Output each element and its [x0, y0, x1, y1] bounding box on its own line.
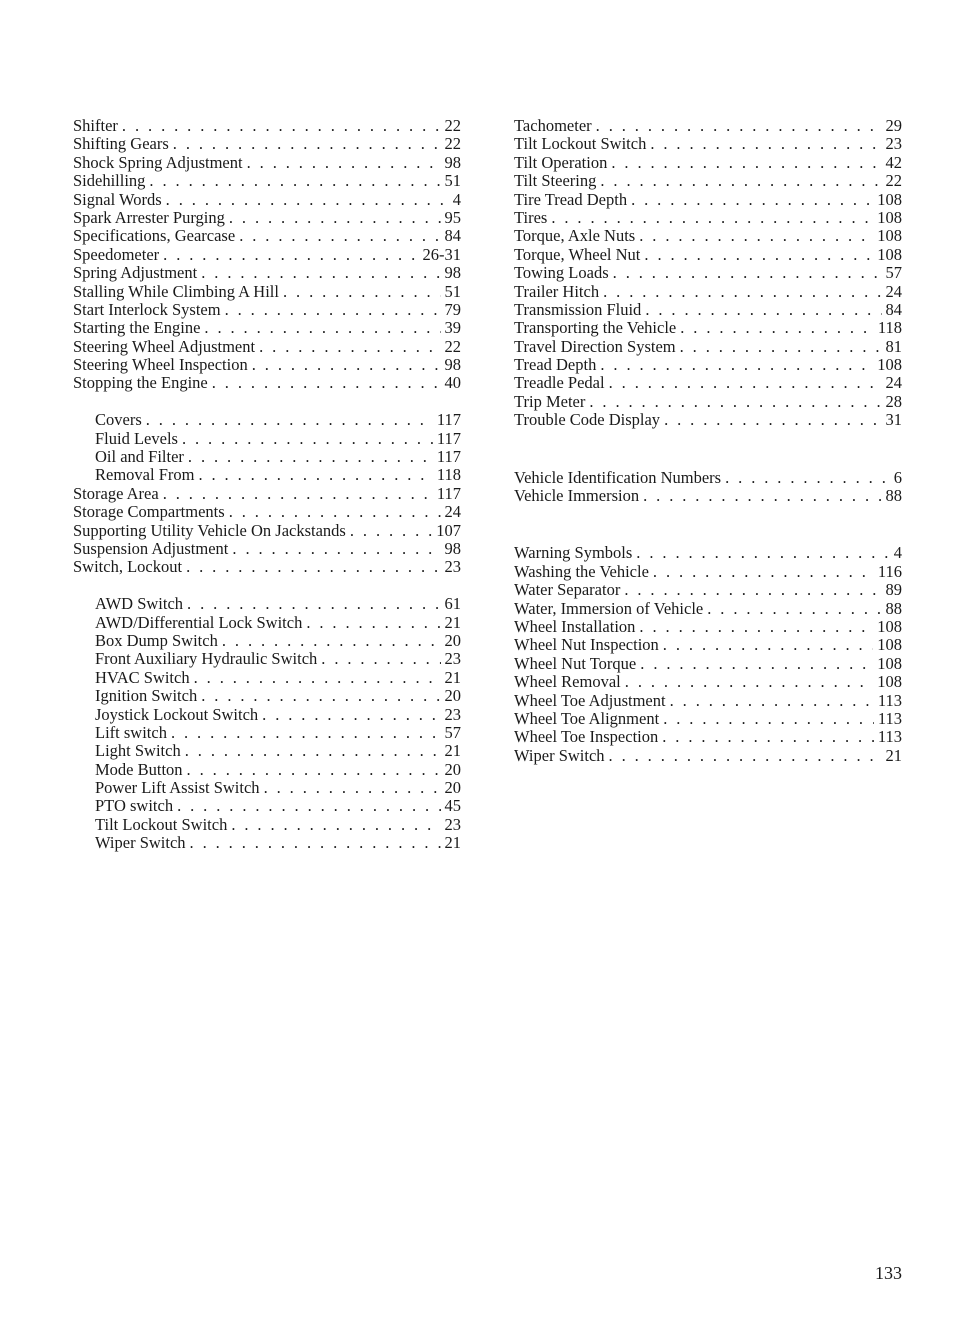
- index-entry-page: 88: [885, 598, 902, 618]
- leader-dots: [204, 319, 440, 337]
- index-entry: [514, 636, 902, 654]
- index-entry-label: Wheel Installation: [514, 616, 636, 636]
- index-entry-page: 113: [877, 690, 902, 710]
- index-entry-page: 4: [452, 189, 461, 209]
- index-entry-page: 6: [893, 467, 902, 487]
- index-entry-label: Ignition Switch: [95, 686, 198, 706]
- index-entry-label: Start Interlock System: [73, 299, 221, 319]
- index-entry-page: 108: [877, 653, 902, 673]
- index-entry: [514, 655, 902, 673]
- leader-dots: [680, 319, 874, 337]
- leader-dots: [239, 227, 440, 245]
- index-entry-label: Wheel Toe Alignment: [514, 708, 660, 728]
- index-entry-page: 98: [444, 538, 461, 558]
- index-subentry: [73, 632, 461, 650]
- index-entry-label: Spring Adjustment: [73, 263, 198, 283]
- index-entry-label: Suspension Adjustment: [73, 538, 229, 558]
- index-entry: [73, 540, 461, 558]
- leader-dots: [146, 411, 433, 429]
- index-entry-page: 21: [444, 833, 461, 853]
- index-entry-page: 4: [893, 543, 902, 563]
- leader-dots: [149, 172, 440, 190]
- index-entry-page: 45: [444, 796, 461, 816]
- index-subentry: [73, 779, 461, 797]
- leader-dots: [662, 728, 874, 746]
- index-entry-page: 20: [444, 778, 461, 798]
- index-subentry: [73, 595, 461, 613]
- leader-dots: [663, 710, 874, 728]
- index-entry-page: 28: [885, 391, 902, 411]
- index-entry: [73, 338, 461, 356]
- leader-dots: [247, 154, 441, 172]
- index-entry-label: Stopping the Engine: [73, 373, 208, 393]
- index-entry-label: Power Lift Assist Switch: [95, 778, 260, 798]
- index-column-right: [514, 117, 902, 765]
- index-entry-label: Signal Words: [73, 189, 162, 209]
- index-entry: [514, 600, 902, 618]
- index-entry-page: 98: [444, 355, 461, 375]
- index-entry-label: Oil and Filter: [95, 447, 184, 467]
- leader-dots: [609, 747, 882, 765]
- index-entry-page: 57: [444, 722, 461, 742]
- index-entry-page: 118: [877, 318, 902, 338]
- index-entry-page: 23: [444, 814, 461, 834]
- index-entry: [73, 319, 461, 337]
- index-entry-page: 84: [444, 226, 461, 246]
- leader-dots: [611, 154, 881, 172]
- index-entry-page: 22: [885, 171, 902, 191]
- leader-dots: [613, 264, 882, 282]
- index-entry-page: 89: [885, 580, 902, 600]
- index-gap: [514, 430, 902, 469]
- index-entry-page: 117: [436, 428, 461, 448]
- index-entry-label: Switch, Lockout: [73, 557, 183, 577]
- leader-dots: [264, 779, 441, 797]
- index-entry-page: 24: [885, 373, 902, 393]
- index-entry-label: Fluid Levels: [95, 428, 178, 448]
- index-entry-label: Wiper Switch: [514, 745, 605, 765]
- index-entry-label: Storage Area: [73, 483, 159, 503]
- leader-dots: [643, 487, 881, 505]
- index-entry-page: 31: [885, 410, 902, 430]
- leader-dots: [231, 816, 440, 834]
- leader-dots: [624, 581, 881, 599]
- index-entry: [73, 154, 461, 172]
- index-entry-label: Water, Immersion of Vehicle: [514, 598, 704, 618]
- index-entry: [514, 487, 902, 505]
- index-entry-page: 108: [877, 355, 902, 375]
- index-subentry: [73, 466, 461, 484]
- leader-dots: [188, 448, 433, 466]
- index-subentry: [73, 742, 461, 760]
- index-entry-page: 21: [444, 667, 461, 687]
- leader-dots: [201, 264, 440, 282]
- index-entry-page: 39: [444, 318, 461, 338]
- index-entry-label: Tilt Lockout Switch: [95, 814, 228, 834]
- index-subentry: [73, 687, 461, 705]
- index-entry-label: Supporting Utility Vehicle On Jackstands: [73, 520, 346, 540]
- index-gap: [514, 505, 902, 544]
- index-entry-page: 117: [436, 410, 461, 430]
- index-entry-label: Tread Depth: [514, 355, 597, 375]
- index-entry-label: Wheel Nut Torque: [514, 653, 637, 673]
- index-subentry: [73, 724, 461, 742]
- leader-dots: [252, 356, 441, 374]
- index-entry-label: Trip Meter: [514, 391, 586, 411]
- index-entry-page: 108: [877, 244, 902, 264]
- leader-dots: [171, 724, 441, 742]
- index-entry-page: 107: [436, 520, 461, 540]
- index-entry: [73, 522, 461, 540]
- index-gap: [73, 393, 461, 411]
- index-entry-label: Vehicle Immersion: [514, 486, 640, 506]
- index-entry: [514, 563, 902, 581]
- index-entry-label: Speedometer: [73, 244, 160, 264]
- leader-dots: [650, 135, 881, 153]
- index-entry: [514, 469, 902, 487]
- index-entry-label: Wheel Toe Adjustment: [514, 690, 666, 710]
- index-entry: [73, 117, 461, 135]
- index-entry: [73, 227, 461, 245]
- index-entry: [514, 301, 902, 319]
- index-entry: [514, 227, 902, 245]
- leader-dots: [670, 692, 874, 710]
- index-column-left: [73, 117, 461, 853]
- index-entry-label: Warning Symbols: [514, 543, 633, 563]
- index-entry-page: 88: [885, 486, 902, 506]
- index-entry: [73, 356, 461, 374]
- leader-dots: [190, 834, 441, 852]
- index-entry-label: Wheel Toe Inspection: [514, 727, 659, 747]
- index-entry-label: Wheel Removal: [514, 672, 621, 692]
- index-entry-label: Shifting Gears: [73, 134, 169, 154]
- index-entry-page: 23: [885, 134, 902, 154]
- leader-dots: [645, 301, 881, 319]
- index-entry: [514, 411, 902, 429]
- index-entry-page: 21: [444, 741, 461, 761]
- index-subentry: [73, 650, 461, 668]
- index-subentry: [73, 669, 461, 687]
- leader-dots: [725, 469, 890, 487]
- index-entry-label: Steering Wheel Inspection: [73, 355, 248, 375]
- index-entry-label: Covers: [95, 410, 142, 430]
- index-entry-page: 57: [885, 263, 902, 283]
- index-subentry: [73, 430, 461, 448]
- index-entry-label: Travel Direction System: [514, 336, 676, 356]
- index-entry-label: Removal From: [95, 465, 195, 485]
- index-entry-page: 22: [444, 336, 461, 356]
- index-entry: [514, 544, 902, 562]
- index-entry-page: 117: [436, 483, 461, 503]
- leader-dots: [306, 614, 440, 632]
- index-subentry: [73, 816, 461, 834]
- index-entry-page: 23: [444, 649, 461, 669]
- index-entry-label: Front Auxiliary Hydraulic Switch: [95, 649, 318, 669]
- index-entry-page: 108: [877, 207, 902, 227]
- index-entry: [73, 246, 461, 264]
- leader-dots: [664, 411, 881, 429]
- index-entry-page: 113: [877, 727, 902, 747]
- index-entry: [73, 301, 461, 319]
- index-entry-label: Towing Loads: [514, 263, 609, 283]
- index-entry: [73, 135, 461, 153]
- leader-dots: [222, 632, 441, 650]
- leader-dots: [186, 558, 440, 576]
- leader-dots: [350, 522, 432, 540]
- index-entry-label: Treadle Pedal: [514, 373, 605, 393]
- index-entry: [514, 393, 902, 411]
- leader-dots: [596, 117, 882, 135]
- leader-dots: [229, 209, 441, 227]
- leader-dots: [603, 283, 881, 301]
- index-entry-label: Wheel Nut Inspection: [514, 635, 659, 655]
- index-entry-label: Tachometer: [514, 116, 592, 135]
- index-entry-page: 21: [444, 612, 461, 632]
- index-subentry: [73, 411, 461, 429]
- index-entry-label: PTO switch: [95, 796, 174, 816]
- index-entry-label: Torque, Axle Nuts: [514, 226, 636, 246]
- index-entry: [514, 246, 902, 264]
- leader-dots: [625, 673, 873, 691]
- index-entry: [514, 728, 902, 746]
- index-entry-label: Light Switch: [95, 741, 181, 761]
- index-entry: [73, 485, 461, 503]
- index-entry: [73, 374, 461, 392]
- index-entry-page: 108: [877, 189, 902, 209]
- index-entry-label: Sidehilling: [73, 171, 146, 191]
- leader-dots: [283, 283, 441, 301]
- index-entry: [514, 673, 902, 691]
- index-entry: [73, 558, 461, 576]
- index-entry-label: HVAC Switch: [95, 667, 190, 687]
- index-entry-page: 108: [877, 635, 902, 655]
- index-entry: [73, 503, 461, 521]
- index-entry-page: 113: [877, 708, 902, 728]
- leader-dots: [187, 761, 441, 779]
- leader-dots: [639, 618, 873, 636]
- leader-dots: [166, 191, 449, 209]
- index-entry-page: 20: [444, 686, 461, 706]
- leader-dots: [194, 669, 441, 687]
- index-subentry: [73, 706, 461, 724]
- index-entry-page: 118: [436, 465, 461, 485]
- index-subentry: [73, 834, 461, 852]
- index-entry: [514, 319, 902, 337]
- leader-dots: [609, 374, 882, 392]
- leader-dots: [600, 172, 881, 190]
- leader-dots: [636, 544, 889, 562]
- index-entry-page: 51: [444, 281, 461, 301]
- index-entry-page: 108: [877, 672, 902, 692]
- leader-dots: [225, 301, 441, 319]
- leader-dots: [600, 356, 873, 374]
- leader-dots: [198, 466, 432, 484]
- index-entry-page: 116: [877, 561, 902, 581]
- index-entry-label: AWD Switch: [95, 594, 184, 614]
- index-entry-page: 40: [444, 373, 461, 393]
- index-entry-page: 81: [885, 336, 902, 356]
- index-entry-label: Trouble Code Display: [514, 410, 661, 430]
- leader-dots: [262, 706, 440, 724]
- index-entry: [514, 283, 902, 301]
- index-entry-label: Tilt Operation: [514, 152, 608, 172]
- page-number: 133: [875, 1263, 902, 1283]
- index-entry-page: 24: [444, 502, 461, 522]
- leader-dots: [187, 595, 440, 613]
- index-entry-label: Mode Button: [95, 759, 183, 779]
- index-entry-label: Tilt Lockout Switch: [514, 134, 647, 154]
- leader-dots: [321, 650, 440, 668]
- index-entry-label: Box Dump Switch: [95, 630, 218, 650]
- index-entry-label: Vehicle Identification Numbers: [514, 467, 722, 487]
- index-entry: [514, 374, 902, 392]
- index-entry-label: Tire Tread Depth: [514, 189, 628, 209]
- index-entry: [73, 283, 461, 301]
- index-entry-label: Shock Spring Adjustment: [73, 152, 243, 172]
- index-entry: [514, 692, 902, 710]
- leader-dots: [707, 600, 881, 618]
- index-entry: [514, 117, 902, 135]
- index-entry: [514, 338, 902, 356]
- index-entry: [73, 264, 461, 282]
- index-entry-label: Joystick Lockout Switch: [95, 704, 259, 724]
- index-entry-page: 79: [444, 299, 461, 319]
- index-entry-page: 26-31: [422, 244, 461, 264]
- index-entry-page: 23: [444, 557, 461, 577]
- index-entry: [514, 618, 902, 636]
- index-entry-page: 51: [444, 171, 461, 191]
- index-entry-label: Tilt Steering: [514, 171, 597, 191]
- leader-dots: [551, 209, 873, 227]
- index-entry-label: AWD/Differential Lock Switch: [95, 612, 303, 632]
- index-entry-label: Spark Arrester Purging: [73, 207, 225, 227]
- index-entry-label: Torque, Wheel Nut: [514, 244, 641, 264]
- leader-dots: [163, 485, 433, 503]
- index-entry-label: Lift switch: [95, 722, 167, 742]
- index-subentry: [73, 614, 461, 632]
- leader-dots: [259, 338, 440, 356]
- leader-dots: [589, 393, 881, 411]
- index-entry-label: Storage Compartments: [73, 502, 225, 522]
- index-subentry: [73, 797, 461, 815]
- index-entry: [514, 172, 902, 190]
- leader-dots: [201, 687, 440, 705]
- index-entry-page: 22: [444, 116, 461, 135]
- index-entry: [514, 747, 902, 765]
- leader-dots: [653, 563, 874, 581]
- index-entry-page: 108: [877, 616, 902, 636]
- index-entry-page: 98: [444, 152, 461, 172]
- index-entry-page: 23: [444, 704, 461, 724]
- index-entry: [514, 356, 902, 374]
- index-entry-label: Starting the Engine: [73, 318, 201, 338]
- index-entry-label: Shifter: [73, 116, 118, 135]
- index-entry-label: Water Separator: [514, 580, 621, 600]
- index-entry-page: 21: [885, 745, 902, 765]
- index-entry-page: 95: [444, 207, 461, 227]
- index-entry-page: 42: [885, 152, 902, 172]
- index-entry-page: 20: [444, 630, 461, 650]
- index-entry-page: 24: [885, 281, 902, 301]
- index-entry: [514, 209, 902, 227]
- leader-dots: [163, 246, 418, 264]
- index-entry-label: Trailer Hitch: [514, 281, 600, 301]
- index-entry-label: Tires: [514, 207, 548, 227]
- leader-dots: [631, 191, 873, 209]
- index-subentry: [73, 761, 461, 779]
- leader-dots: [177, 797, 440, 815]
- leader-dots: [182, 430, 433, 448]
- index-entry-page: 84: [885, 299, 902, 319]
- leader-dots: [229, 503, 441, 521]
- index-entry-page: 29: [885, 116, 902, 135]
- index-entry-page: 117: [436, 447, 461, 467]
- index-entry-label: Washing the Vehicle: [514, 561, 649, 581]
- index-entry-page: 20: [444, 759, 461, 779]
- index-entry-label: Stalling While Climbing A Hill: [73, 281, 279, 301]
- leader-dots: [663, 636, 873, 654]
- index-entry-label: Steering Wheel Adjustment: [73, 336, 256, 356]
- index-entry: [514, 581, 902, 599]
- leader-dots: [173, 135, 441, 153]
- index-entry: [73, 209, 461, 227]
- index-entry: [514, 264, 902, 282]
- index-entry: [73, 172, 461, 190]
- index-entry-page: 108: [877, 226, 902, 246]
- index-entry: [514, 135, 902, 153]
- index-entry-page: 22: [444, 134, 461, 154]
- leader-dots: [212, 374, 441, 392]
- leader-dots: [644, 246, 873, 264]
- leader-dots: [232, 540, 440, 558]
- index-entry: [73, 191, 461, 209]
- index-gap: [73, 577, 461, 595]
- index-entry-label: Specifications, Gearcase: [73, 226, 236, 246]
- leader-dots: [639, 227, 873, 245]
- index-entry-label: Transporting the Vehicle: [514, 318, 677, 338]
- index-subentry: [73, 448, 461, 466]
- leader-dots: [122, 117, 441, 135]
- index-entry-page: 61: [444, 594, 461, 614]
- leader-dots: [640, 655, 873, 673]
- index-entry: [514, 154, 902, 172]
- index-entry-label: Transmission Fluid: [514, 299, 642, 319]
- leader-dots: [185, 742, 441, 760]
- index-entry: [514, 710, 902, 728]
- index-entry: [514, 191, 902, 209]
- index-entry-label: Wiper Switch: [95, 833, 186, 853]
- leader-dots: [680, 338, 882, 356]
- index-entry-page: 98: [444, 263, 461, 283]
